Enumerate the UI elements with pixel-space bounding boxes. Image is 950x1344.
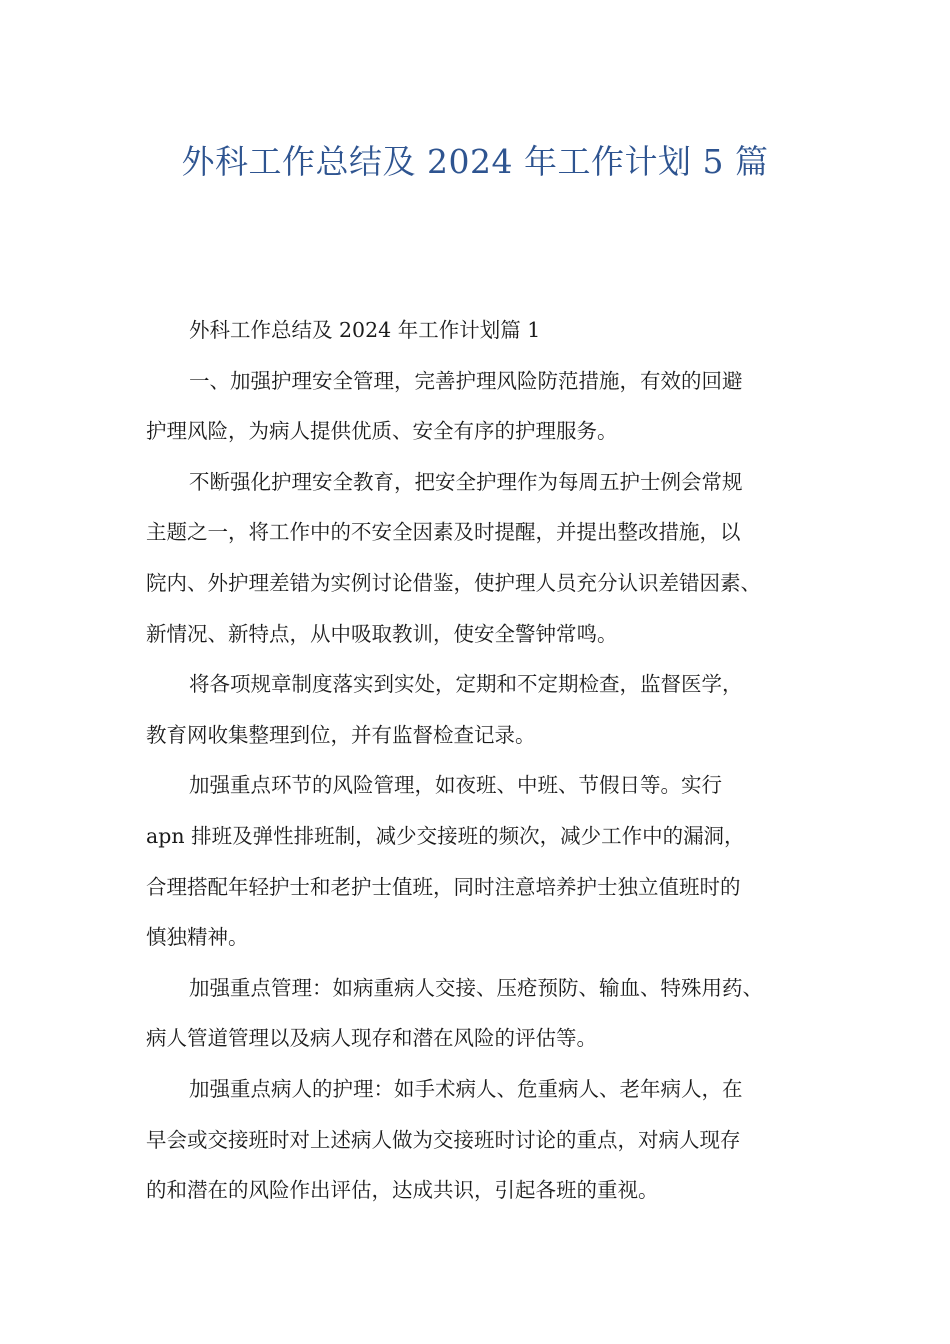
paragraph-line: 加强重点环节的风险管理，如夜班、中班、节假日等。实行 bbox=[189, 773, 722, 798]
paragraph-line: 合理搭配年轻护士和老护士值班，同时注意培养护士独立值班时的 bbox=[146, 874, 741, 899]
paragraph-line: 一、加强护理安全管理，完善护理风险防范措施，有效的回避 bbox=[189, 368, 743, 393]
paragraph-line: 早会或交接班时对上述病人做为交接班时讨论的重点，对病人现存 bbox=[146, 1127, 741, 1152]
paragraph-line: 加强重点病人的护理：如手术病人、危重病人、老年病人，在 bbox=[189, 1076, 743, 1101]
paragraph-line: 加强重点管理：如病重病人交接、压疮预防、输血、特殊用药、 bbox=[189, 975, 763, 1000]
paragraph-line: 护理风险，为病人提供优质、安全有序的护理服务。 bbox=[146, 419, 618, 444]
paragraph-line: 病人管道管理以及病人现存和潜在风险的评估等。 bbox=[146, 1026, 597, 1051]
document-body bbox=[146, 305, 836, 1216]
document-title: 外科工作总结及 2024 年工作计划 5 篇 bbox=[181, 142, 769, 181]
paragraph-line: 教育网收集整理到位，并有监督检查记录。 bbox=[146, 722, 536, 747]
section-heading: 外科工作总结及 2024 年工作计划篇 1 bbox=[189, 318, 541, 342]
paragraph-line: 不断强化护理安全教育，把安全护理作为每周五护士例会常规 bbox=[189, 469, 743, 494]
paragraph-line: 的和潜在的风险作出评估，达成共识，引起各班的重视。 bbox=[146, 1178, 659, 1203]
paragraph-line: 院内、外护理差错为实例讨论借鉴，使护理人员充分认识差错因素、 bbox=[146, 570, 761, 595]
paragraph-line: 新情况、新特点，从中吸取教训，使安全警钟常鸣。 bbox=[146, 621, 618, 646]
paragraph-line: 将各项规章制度落实到实处，定期和不定期检查，监督医学， bbox=[189, 672, 743, 697]
paragraph-line: apn 排班及弹性排班制，减少交接班的频次，减少工作中的漏洞， bbox=[146, 823, 745, 848]
paragraph-line: 慎独精神。 bbox=[146, 925, 249, 950]
paragraph-line: 主题之一，将工作中的不安全因素及时提醒，并提出整改措施，以 bbox=[146, 520, 741, 545]
